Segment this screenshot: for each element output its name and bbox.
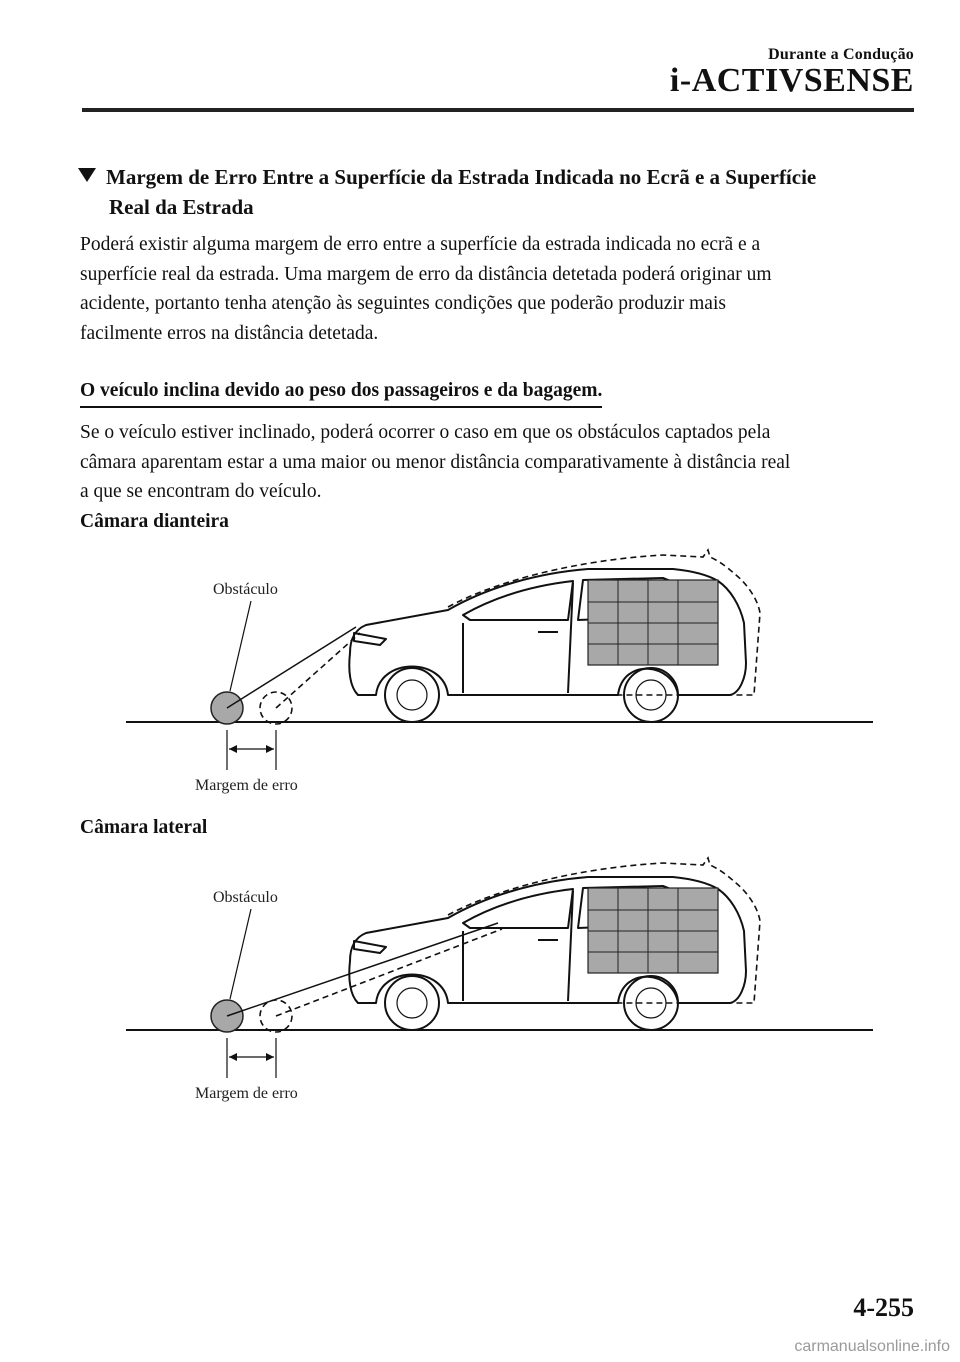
tilt-line: Se o veículo estiver inclinado, poderá ocorrer o caso em que os obstáculos captados pela (80, 422, 771, 443)
side-camera-diagram (118, 853, 878, 1108)
obstacle-label: Obstáculo (213, 581, 278, 598)
wheel (385, 976, 439, 1030)
section-title (78, 162, 898, 222)
subheading-vehicle-tilt: O veículo inclina devido ao peso dos passageiros e da bagagem. (80, 377, 602, 408)
margin-arrowhead-right (266, 745, 274, 753)
margin-label: Margem de erro (195, 1085, 298, 1102)
apparent-sight-line (276, 633, 360, 708)
obstacle-leader-line (230, 909, 251, 999)
intro-line: Poderá existir alguma margem de erro entre a superfície da estrada indicada no ecrã e a (80, 234, 761, 255)
door-lines (463, 583, 573, 693)
wheel (385, 668, 439, 722)
header-section-name: Durante a Condução (768, 46, 914, 63)
figure-caption-side-camera: Câmara lateral (80, 817, 208, 838)
camera-sight-line (227, 627, 356, 708)
intro-line: facilmente erros na distância detetada. (80, 322, 379, 344)
margin-label: Margem de erro (195, 777, 298, 794)
wheel-hub (397, 680, 427, 710)
margin-arrowhead-left (229, 745, 237, 753)
door-lines (463, 891, 573, 1001)
tilt-line: a que se encontram do veículo. (80, 481, 322, 502)
triangle-bullet-icon (78, 168, 96, 182)
header-chapter-title: i-ACTIVSENSE (669, 62, 914, 99)
front-camera-diagram (118, 545, 878, 800)
headlight (354, 941, 386, 953)
watermark-text: carmanualsonline.info (794, 1338, 950, 1355)
intro-line: acidente, portanto tenha atenção às seguintes condições que poderão produzir mais (80, 293, 726, 314)
margin-arrowhead-right (266, 1053, 274, 1061)
section-title-line-1: Margem de Erro Entre a Superfície da Estrada Indicada no Ecrã e a Superfície (106, 165, 817, 189)
tilt-paragraph (80, 418, 910, 507)
intro-paragraph (80, 230, 910, 348)
obstacle-label: Obstáculo (213, 889, 278, 906)
figure-caption-front-camera: Câmara dianteira (80, 511, 229, 532)
front-window (463, 581, 573, 620)
intro-line: superfície real da estrada. Uma margem de erro da distância detetada poderá originar um (80, 263, 772, 285)
wheel-hub (397, 988, 427, 1018)
section-title-line-2: Real da Estrada (109, 195, 254, 219)
margin-arrowhead-left (229, 1053, 237, 1061)
page-number: 4-255 (853, 1293, 914, 1322)
front-window (463, 889, 573, 928)
obstacle-leader-line (230, 601, 251, 691)
tilt-line: câmara aparentam estar a uma maior ou menor distância comparativamente à distância real (80, 451, 791, 473)
header-rule (82, 108, 914, 112)
